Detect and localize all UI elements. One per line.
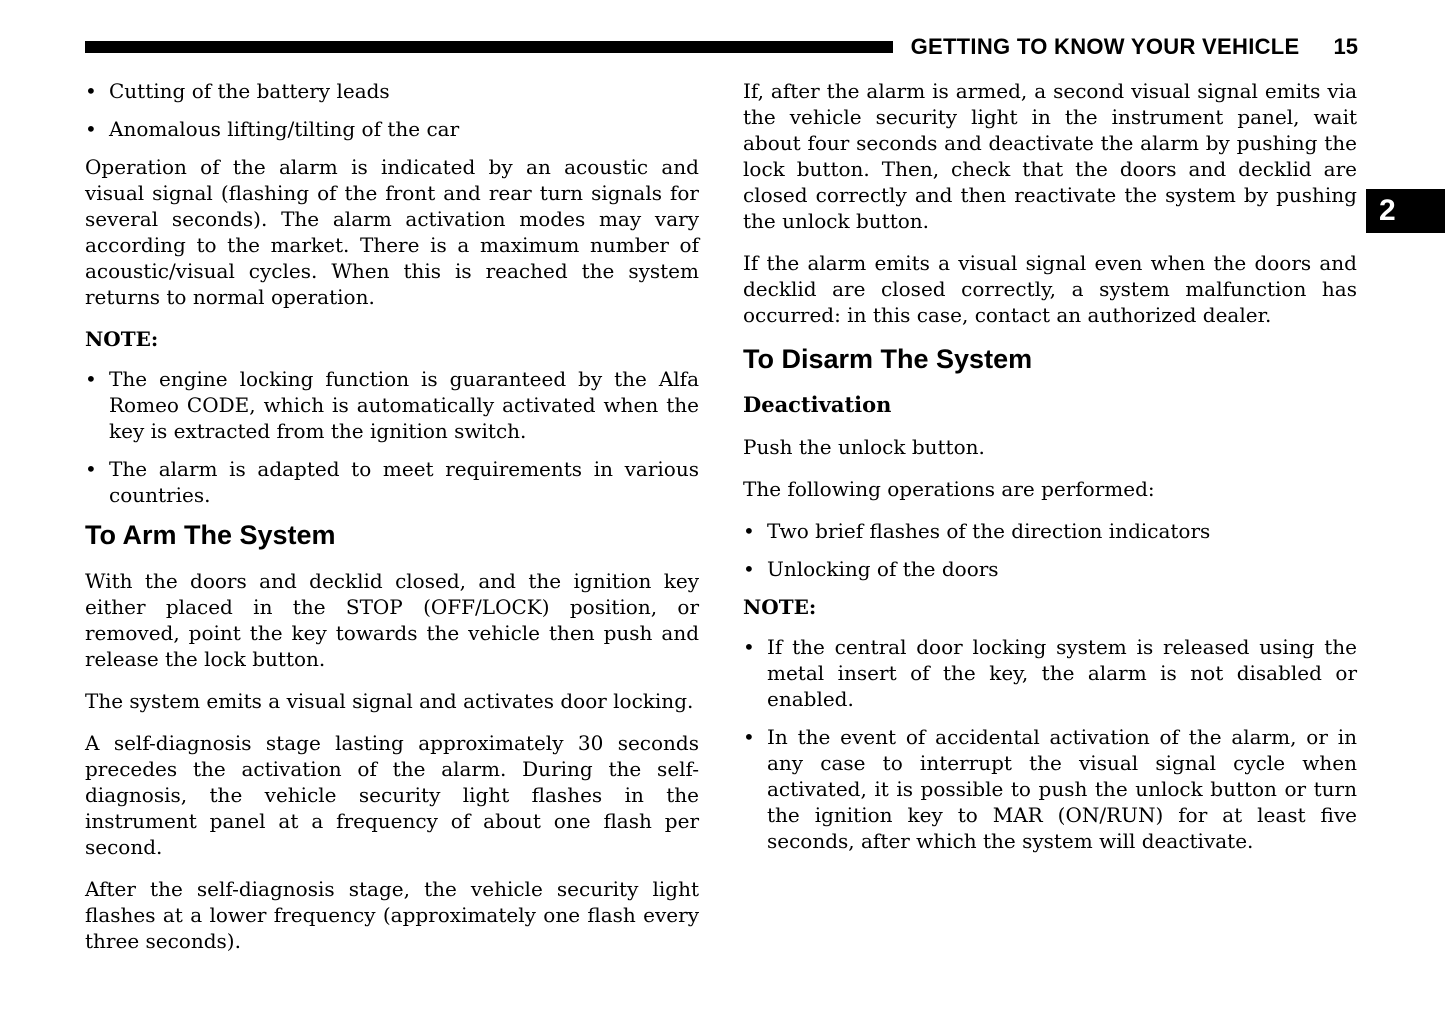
bullet-icon: [743, 518, 767, 544]
deactivation-list: [743, 518, 1357, 582]
paragraph-operations-performed: The following operations are performed:: [743, 477, 1155, 501]
page-number: 15: [1333, 34, 1358, 59]
list-item: [743, 556, 1357, 582]
bullet-icon: [743, 634, 767, 712]
paragraph-self-diagnosis: A self-diagnosis stage lasting approximately 30 seconds precedes the activation of the alarm. During the self-diagnosis, the vehicle security light flashes in the instrument panel at a frequency of about one flash per second.: [85, 731, 699, 859]
subheading-deactivation: Deactivation: [743, 392, 892, 417]
paragraph-alarm-operation: Operation of the alarm is indicated by an acoustic and visual signal (flashing of the front and rear turn signals for several seconds). The alarm activation modes may vary according to the market. There is a maximum number of acoustic/visual cycles. When this is reached the system returns to normal operation.: [85, 155, 699, 309]
list-item-text: Two brief flashes of the direction indicators: [767, 519, 1211, 543]
page-body: [85, 78, 1357, 970]
running-header: [85, 34, 1358, 60]
bullet-icon: [85, 78, 109, 104]
running-header-title: GETTING TO KNOW YOUR VEHICLE: [910, 34, 1300, 59]
chapter-tab: [1366, 189, 1445, 233]
list-item: [85, 456, 699, 508]
header-rule: [85, 41, 893, 53]
list-item-text: Cutting of the battery leads: [109, 79, 390, 103]
list-item-text: Unlocking of the doors: [767, 557, 999, 581]
left-column: [85, 78, 699, 970]
list-item-text: Anomalous lifting/tilting of the car: [109, 117, 460, 141]
paragraph-malfunction: If the alarm emits a visual signal even when the doors and decklid are closed correctly, a system malfunction has occurred: in this case, contact an authorized dealer.: [743, 251, 1357, 327]
note-label: NOTE:: [743, 595, 817, 619]
section-heading-disarm-system: To Disarm The System: [743, 344, 1033, 374]
note-label: NOTE:: [85, 327, 159, 351]
paragraph-after-self-diagnosis: After the self-diagnosis stage, the vehicle security light flashes at a lower frequency (approximately one flash every three seconds).: [85, 877, 699, 953]
note-list: [743, 634, 1357, 854]
list-item-text: If the central door locking system is released using the metal insert of the key, the alarm is not disabled or enabled.: [767, 635, 1357, 711]
bullet-icon: [85, 116, 109, 142]
section-heading-arm-system: To Arm The System: [85, 520, 336, 550]
paragraph-visual-signal: The system emits a visual signal and activates door locking.: [85, 689, 694, 713]
paragraph-second-signal: If, after the alarm is armed, a second visual signal emits via the vehicle security light in the instrument panel, wait about four seconds and deactivate the alarm by pushing the lock button. Then, check that the doors and decklid are closed correctly and then reactivate the system by pushing the unlock button.: [743, 79, 1357, 233]
list-item: [743, 518, 1357, 544]
list-item: [743, 634, 1357, 712]
list-item: [85, 366, 699, 444]
list-item: [85, 78, 699, 104]
list-item-text: The engine locking function is guaranteed by the Alfa Romeo CODE, which is automatically activated when the key is extracted from the ignition switch.: [109, 367, 699, 443]
note-list: [85, 366, 699, 508]
list-item-text: The alarm is adapted to meet requirements in various countries.: [109, 457, 699, 507]
bullet-icon: [743, 724, 767, 854]
list-item: [743, 724, 1357, 854]
paragraph-push-unlock: Push the unlock button.: [743, 435, 985, 459]
bullet-icon: [85, 456, 109, 508]
bullet-icon: [85, 366, 109, 444]
paragraph-arm-procedure: With the doors and decklid closed, and the ignition key either placed in the STOP (OFF/LOCK) position, or removed, point the key towards the vehicle then push and release the lock button.: [85, 569, 699, 671]
bullet-icon: [743, 556, 767, 582]
list-item-text: In the event of accidental activation of the alarm, or in any case to interrupt the visual signal cycle when activated, it is possible to push the unlock button or turn the ignition key to MAR (ON/RUN) for at least five seconds, after which the system will deactivate.: [767, 725, 1357, 853]
right-column: [743, 78, 1357, 970]
list-item: [85, 116, 699, 142]
alarm-trigger-list: [85, 78, 699, 142]
chapter-tab-number: 2: [1379, 194, 1396, 227]
